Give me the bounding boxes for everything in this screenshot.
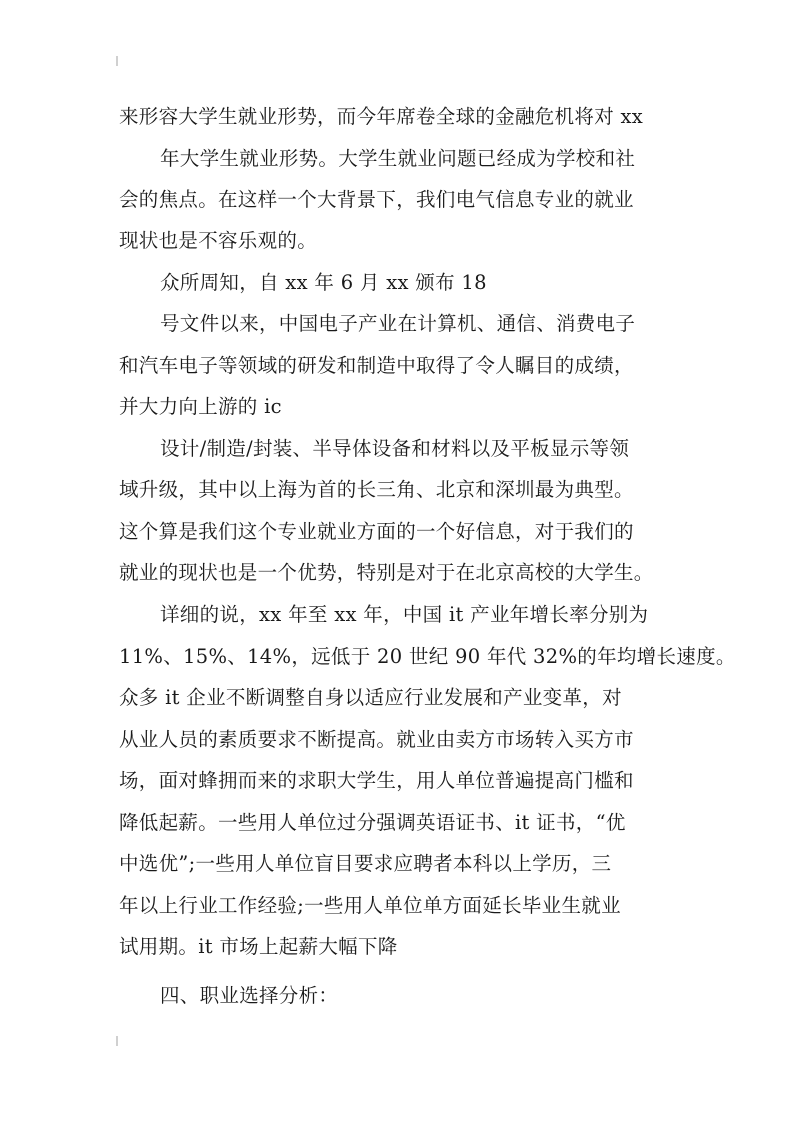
text-line-3: 会的焦点。在这样一个大背景下，我们电气信息专业的就业 [119,188,634,211]
text-line-14: 11%、15%、14%，远低于 20 世纪 90 年代 32%的年均增长速度。 [119,645,736,668]
text-line-15: 众多 it 企业不断调整自身以适应行业发展和产业变革，对 [119,686,622,709]
text-line-13: 详细的说，xx 年至 xx 年，中国 it 产业年增长率分别为 [160,603,649,626]
text-line-20: 年以上行业工作经验;一些用人单位单方面延长毕业生就业 [119,894,621,917]
text-line-16: 从业人员的素质要求不断提高。就业由卖方市场转入买方市 [119,728,634,751]
section-heading: 四、职业选择分析： [160,984,339,1007]
text-line-17: 场，面对蜂拥而来的求职大学生，用人单位普遍提高门槛和 [119,769,634,792]
text-line-9: 设计/制造/封装、半导体设备和材料以及平板显示等领 [160,437,630,460]
text-line-11: 这个算是我们这个专业就业方面的一个好信息，对于我们的 [119,520,634,543]
text-line-1: 来形容大学生就业形势，而今年席卷全球的金融危机将对 xx [119,105,644,128]
text-line-21: 试用期。it 市场上起薪大幅下降 [119,935,398,958]
corner-mark-top [116,56,118,66]
text-line-4: 现状也是不容乐观的。 [119,229,318,252]
text-line-7: 和汽车电子等领域的研发和制造中取得了令人瞩目的成绩， [119,354,634,377]
text-line-18: 降低起薪。一些用人单位过分强调英语证书、it 证书，“优 [119,811,626,834]
text-line-8: 并大力向上游的 ic [119,395,282,418]
text-line-12: 就业的现状也是一个优势，特别是对于在北京高校的大学生。 [119,561,654,584]
text-line-6: 号文件以来，中国电子产业在计算机、通信、消费电子 [160,312,636,335]
corner-mark-bottom [116,1036,118,1046]
text-line-10: 域升级，其中以上海为首的长三角、北京和深圳最为典型。 [119,478,634,501]
text-line-19: 中选优”;一些用人单位盲目要求应聘者本科以上学历，三 [119,852,612,875]
text-line-5: 众所周知，自 xx 年 6 月 xx 颁布 18 [160,271,487,294]
text-line-2: 年大学生就业形势。大学生就业问题已经成为学校和社 [160,147,636,170]
